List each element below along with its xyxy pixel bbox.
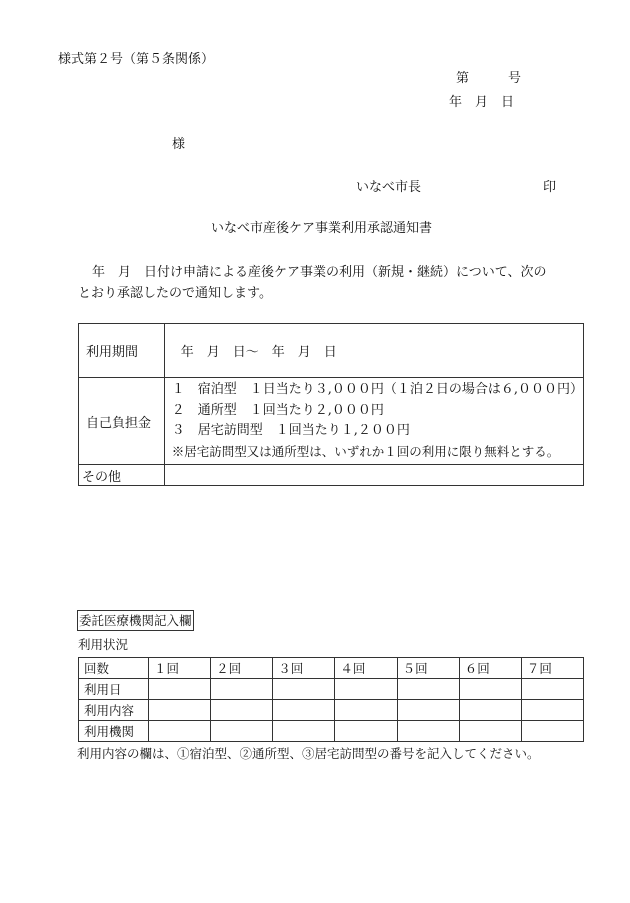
usage-header-label: 回数: [79, 658, 149, 679]
usage-cell: [149, 679, 211, 700]
fee-row: [79, 378, 584, 465]
usage-cell: [521, 721, 583, 742]
other-row: [79, 465, 584, 486]
institution-heading-box: 委託医療機関記入欄: [77, 610, 194, 631]
issue-date-line: 年 月 日: [449, 95, 515, 110]
period-label: 利用期間: [79, 324, 165, 378]
usage-cell: [459, 679, 521, 700]
fee-label: 自己負担金: [79, 378, 165, 465]
institution-heading: [77, 615, 194, 628]
document-title: いなべ市産後ケア事業利用承認通知書: [211, 221, 433, 236]
other-label: その他: [79, 465, 165, 486]
usage-cell: [459, 700, 521, 721]
usage-table: [78, 657, 584, 742]
usage-col-7: ７回: [521, 658, 583, 679]
usage-col-4: ４回: [335, 658, 397, 679]
usage-cell: [273, 721, 335, 742]
period-row: [79, 324, 584, 378]
usage-cell: [521, 679, 583, 700]
fee-note: ※居宅訪問型又は通所型は、いずれか１回の利用に限り無料とする。: [171, 443, 560, 459]
document-number-line: 第 号: [456, 71, 522, 86]
usage-cell: [397, 700, 459, 721]
approval-details-table: [78, 323, 584, 486]
usage-row-date: [79, 679, 584, 700]
usage-cell: [211, 721, 273, 742]
usage-row-label: 利用機関: [79, 721, 149, 742]
usage-status-heading: 利用状況: [78, 637, 129, 652]
form-number: 様式第２号（第５条関係）: [58, 52, 215, 67]
usage-cell: [397, 721, 459, 742]
usage-row-label: 利用内容: [79, 700, 149, 721]
usage-header-row: [79, 658, 584, 679]
period-value: 年 月 日～ 年 月 日: [164, 324, 583, 378]
usage-cell: [149, 700, 211, 721]
fee-line-overnight: １ 宿泊型 １日当たり３,０００円（１泊２日の場合は６,０００円）: [171, 382, 583, 397]
usage-col-5: ５回: [397, 658, 459, 679]
usage-cell: [273, 679, 335, 700]
fee-line-daycare: ２ 通所型 １回当たり２,０００円: [171, 402, 384, 418]
usage-row-content: [79, 700, 584, 721]
usage-cell: [211, 679, 273, 700]
usage-col-2: ２回: [211, 658, 273, 679]
usage-cell: [459, 721, 521, 742]
fee-detail: [164, 378, 583, 465]
addressee-suffix: 様: [172, 137, 186, 152]
other-value: [164, 465, 583, 486]
usage-cell: [335, 700, 397, 721]
usage-row-label: 利用日: [79, 679, 149, 700]
usage-cell: [335, 721, 397, 742]
usage-cell: [335, 679, 397, 700]
usage-cell: [273, 700, 335, 721]
usage-col-1: １回: [149, 658, 211, 679]
usage-note: 利用内容の欄は、①宿泊型、②通所型、③居宅訪問型の番号を記入してください。: [77, 746, 540, 761]
body-line-1: 年 月 日付け申請による産後ケア事業の利用（新規・継続）について、次の: [92, 265, 547, 280]
body-line-2: とおり承認したので通知します。: [78, 286, 272, 301]
usage-cell: [149, 721, 211, 742]
issuer-name: いなべ市長: [356, 180, 422, 195]
usage-row-institution: [79, 721, 584, 742]
seal-mark: 印: [543, 180, 557, 195]
usage-cell: [211, 700, 273, 721]
usage-col-6: ６回: [459, 658, 521, 679]
usage-cell: [397, 679, 459, 700]
usage-col-3: ３回: [273, 658, 335, 679]
usage-cell: [521, 700, 583, 721]
fee-line-home-visit: ３ 居宅訪問型 １回当たり１,２００円: [171, 423, 410, 438]
